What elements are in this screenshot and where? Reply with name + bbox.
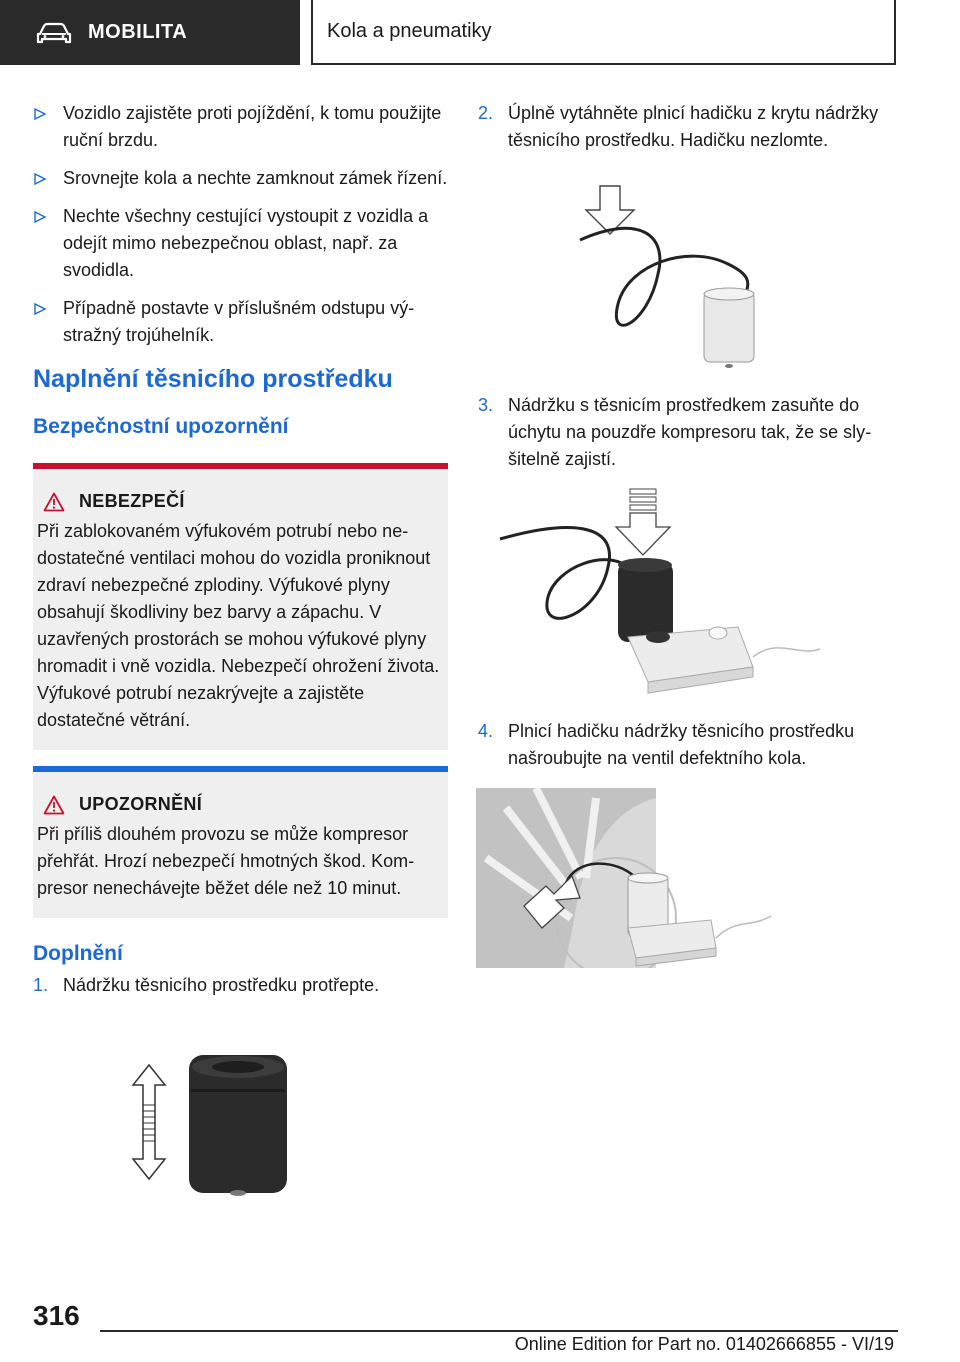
section-heading: Naplnění těsnicího prostředku — [33, 365, 393, 393]
chapter-title: Kola a pneumatiky — [327, 20, 492, 42]
footer-divider — [100, 1330, 898, 1332]
pull-hose-illustration — [578, 184, 778, 374]
bullet-triangle-icon — [33, 210, 47, 224]
page-number: 316 — [33, 1300, 80, 1331]
list-item: Vozidlo zajistěte proti pojíždění, k tomu použijte ruční brzdu. — [33, 100, 448, 154]
caution-title: UPOZORNĚNÍ — [79, 794, 203, 814]
insert-bottle-illustration — [498, 487, 828, 702]
steps-list-left — [33, 972, 448, 999]
list-item: Případně postavte v příslušném odstupu výstražný trojúhelník. — [33, 295, 448, 349]
warning-triangle-icon — [43, 795, 65, 815]
shake-bottle-illustration — [125, 1047, 325, 1197]
danger-box — [33, 463, 448, 750]
steps-list-right — [478, 392, 898, 473]
list-item: 1. Nádržku těsnicího prostředku protřepte. — [33, 975, 380, 995]
section-title: MOBILITA — [88, 21, 188, 43]
danger-text: Při zablokovaném výfukovém potrubí nebo nedostatečné ventilaci mohou do vozidla proniknout zdraví nebezpečné zplodiny. Výfukové plyny obsahují škodliviny bez barvy a zápachu. V uzavřených prostorách se mohou výfukové plyny hromadit i vně vozidla. Nebezpečí ohrožení života. Výfukové potrubí nezakrývejte a zajistěte dostatečné větrání. — [37, 521, 440, 730]
caution-box — [33, 766, 448, 918]
warning-triangle-icon — [43, 492, 65, 512]
bullet-triangle-icon — [33, 107, 47, 121]
preparation-list — [33, 100, 448, 349]
right-column — [478, 100, 898, 968]
section-tab — [0, 0, 300, 65]
bullet-triangle-icon — [33, 302, 47, 316]
list-item: 3. Nádržku s těsnicím prostředkem zasuňte do úchytu na pouzdře kompresoru tak, že se slyšitelně zajistí. — [478, 395, 872, 469]
refill-heading: Doplnění — [33, 942, 123, 965]
danger-title: NEBEZPEČÍ — [79, 491, 185, 511]
bullet-triangle-icon — [33, 172, 47, 186]
steps-list-right — [478, 718, 898, 772]
list-item: 4. Plnicí hadičku nádržky těsnicího prostředku našroubujte na ventil defektního kola. — [478, 721, 855, 768]
car-icon — [36, 22, 72, 44]
list-item: Nechte všechny cestující vystoupit z vozidla a odejít mimo nebezpečnou oblast, např. za svodidla. — [33, 203, 448, 284]
caution-text: Při příliš dlouhém provozu se může kompresor přehřát. Hrozí nebezpečí hmotných škod. Kompresor nenechávejte běžet déle než 10 minut. — [37, 824, 415, 898]
chapter-header — [311, 0, 896, 65]
list-item: 2. Úplně vytáhněte plnicí hadičku z krytu nádržky těsnicího prostředku. Hadičku nezlomte. — [478, 103, 879, 150]
steps-list-right — [478, 100, 898, 154]
left-column — [33, 100, 448, 1197]
connect-hose-to-wheel-illustration — [476, 788, 776, 968]
safety-heading: Bezpečnostní upozornění — [33, 415, 289, 438]
footer-edition: Online Edition for Part no. 01402666855 - VI/19 — [514, 1334, 894, 1354]
list-item: Srovnejte kola a nechte zamknout zámek řízení. — [33, 165, 448, 192]
